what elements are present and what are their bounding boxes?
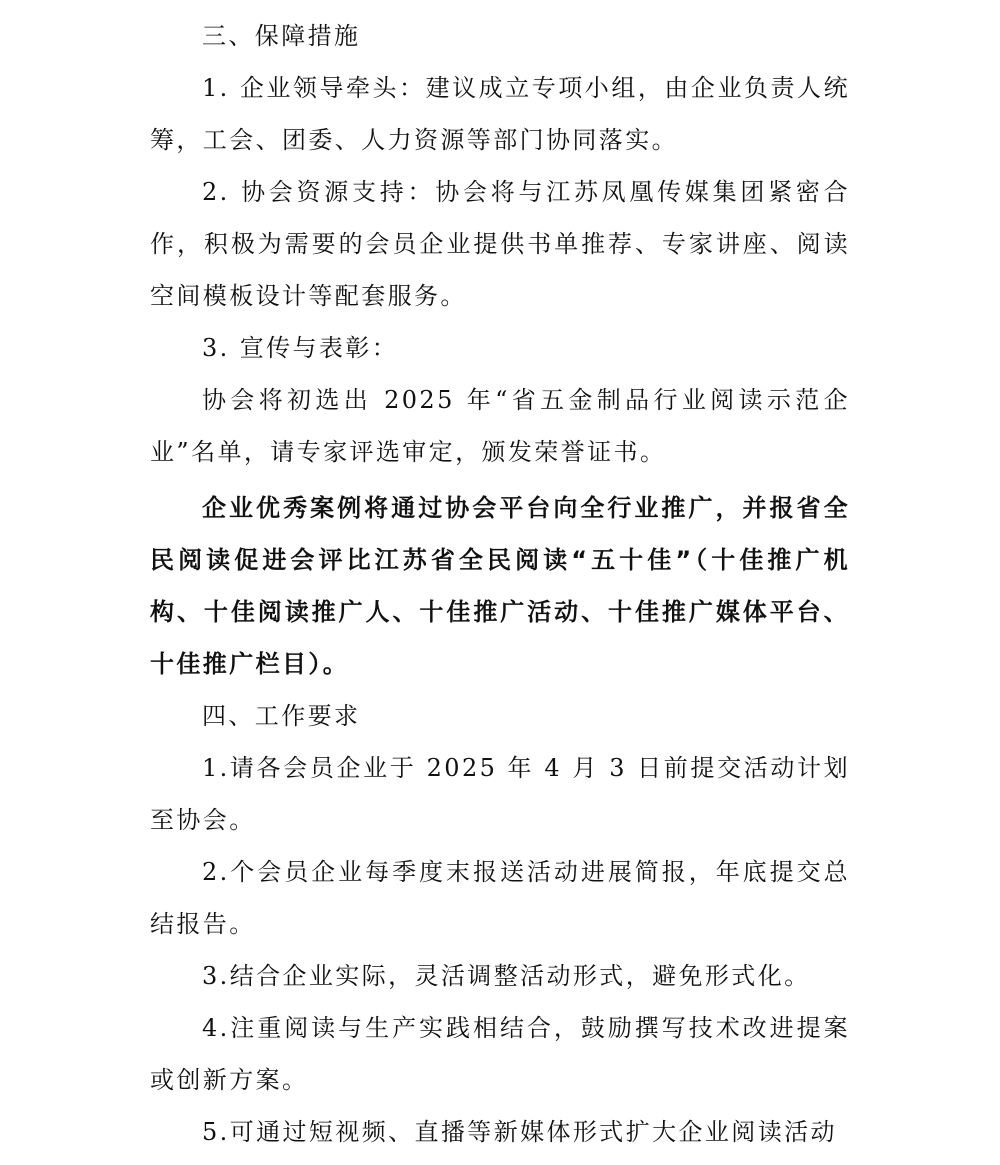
requirement-item-1: 1.请各会员企业于 2025 年 4 月 3 日前提交活动计划至协会。 [150,754,850,834]
requirement-item-4: 4.注重阅读与生产实践相结合，鼓励撰写技术改进提案或创新方案。 [150,1014,850,1094]
paragraph-resource-support: 2. 协会资源支持：协会将与江苏凤凰传媒集团紧密合作，积极为需要的会员企业提供书单推荐、专家讲座、阅读空间模板设计等配套服务。 [150,178,850,310]
paragraph-leadership: 1. 企业领导牵头：建议成立专项小组，由企业负责人统筹，工会、团委、人力资源等部门协同落实。 [150,74,850,154]
paragraph-publicity-heading: 3. 宣传与表彰： [202,334,399,362]
requirement-item-3: 3.结合企业实际，灵活调整活动形式，避免形式化。 [202,962,811,990]
section-heading-safeguards: 三、保障措施 [202,22,361,50]
paragraph-promotion-bold: 企业优秀案例将通过协会平台向全行业推广，并报省全民阅读促进会评比江苏省全民阅读“五十佳”（十佳推广机构、十佳阅读推广人、十佳推广活动、十佳推广媒体平台、十佳推广栏目）。 [150,494,850,678]
section-heading-requirements: 四、工作要求 [202,702,361,730]
requirement-item-5: 5.可通过短视频、直播等新媒体形式扩大企业阅读活动 [202,1118,837,1146]
paragraph-selection: 协会将初选出 2025 年“省五金制品行业阅读示范企业”名单，请专家评选审定，颁发荣誉证书。 [150,386,850,466]
requirement-item-2: 2.个会员企业每季度末报送活动进展简报，年底提交总结报告。 [150,858,850,938]
